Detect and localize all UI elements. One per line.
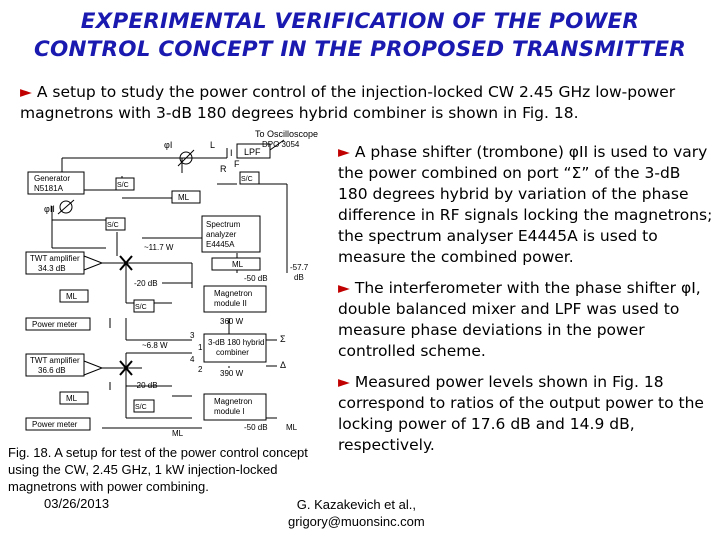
bullet-arrow-icon: ► (20, 83, 32, 101)
port-l: L (210, 140, 216, 150)
matched-load-label: ML (286, 423, 298, 432)
author-email: grigory@muonsinc.com (288, 514, 425, 529)
attenuation-label: -50 dB (244, 423, 268, 432)
attenuation-label: -20 dB (134, 381, 158, 390)
power-label: ~6.8 W (142, 341, 168, 350)
twt-gain: 36.6 dB (38, 366, 66, 375)
figure-caption: Fig. 18. A setup for test of the power control concept using the CW, 2.45 GHz, 1 kW injection-locked magnetrons with power combining. (8, 445, 308, 494)
bullet-item (338, 278, 714, 362)
twt-gain: 34.3 dB (38, 264, 66, 273)
power-label: ~11.7 W (144, 243, 174, 252)
bullet-item (338, 372, 714, 456)
to-oscilloscope-label: To Oscilloscope (255, 129, 319, 139)
twt-label: TWT amplifier (30, 254, 80, 263)
setup-diagram (22, 128, 334, 438)
splitter-label: S/C (135, 404, 147, 411)
bullet-arrow-icon: ► (338, 373, 350, 391)
port-r: R (220, 164, 227, 174)
spectrum-label: Spectrum (206, 220, 241, 229)
sigma-port: Σ (280, 334, 286, 344)
bullet-list (338, 142, 714, 466)
matched-load-label: ML (172, 429, 184, 438)
matched-load-label: ML (66, 394, 78, 403)
splitter-label: S/C (241, 176, 253, 183)
footer-date: 03/26/2013 (44, 496, 110, 511)
port-number: 3 (190, 331, 195, 340)
attenuation-label: -57.7 (290, 263, 309, 272)
bullet-text: A phase shifter (trombone) φII is used to vary the power combined on port “Σ” of the 3-dB 180 degrees hybrid by variation of the phase difference in RF signals locking the magnetrons; the spectrum analyser E4445A is used to measure the combined power. (338, 143, 713, 266)
lpf-label: LPF (244, 147, 261, 157)
magnetron-label: module I (214, 407, 245, 416)
port-i: I (230, 148, 233, 158)
title-line-1: EXPERIMENTAL VERIFICATION OF THE POWER (80, 9, 640, 34)
power-meter-label: Power meter (32, 420, 78, 429)
delta-port: Δ (280, 360, 287, 370)
label-phi-ii: φII (44, 204, 55, 214)
title-line-2: CONTROL CONCEPT IN THE PROPOSED TRANSMITTER (34, 37, 686, 62)
twt-label: TWT amplifier (30, 356, 80, 365)
generator-model: N5181A (34, 184, 63, 193)
bullet-text: The interferometer with the phase shifter φI, double balanced mixer and LPF was used to measure phase deviations in the power controlled scheme. (338, 279, 701, 360)
magnetron-label: module II (214, 299, 247, 308)
footer-author (288, 496, 425, 530)
port-number: 1 (198, 343, 203, 352)
port-number: 4 (190, 355, 195, 364)
attenuation-unit: dB (294, 273, 304, 282)
phase-shifter-phi-ii (58, 200, 74, 214)
author-name: G. Kazakevich et al., (296, 497, 416, 512)
spectrum-label: analyzer (206, 230, 237, 239)
splitter-label: S/C (107, 222, 119, 229)
amplifier-triangle-icon (84, 256, 102, 270)
splitter-label: S/C (117, 182, 129, 189)
matched-load-label: ML (178, 193, 190, 202)
generator-label: Generator (34, 174, 71, 183)
oscilloscope-model: DPO 3054 (262, 140, 300, 149)
port-f: F (234, 159, 240, 169)
power-label: 360 W (220, 317, 244, 326)
splitter-label: S/C (135, 304, 147, 311)
matched-load-label: ML (66, 292, 78, 301)
magnetron-label: Magnetron (214, 397, 253, 406)
spectrum-model: E4445A (206, 240, 235, 249)
hybrid-label: 3-dB 180 hybrid (208, 338, 265, 347)
intro-text: A setup to study the power control of the injection-locked CW 2.45 GHz low-power magnetrons with 3-dB 180 degrees hybrid combiner is shown in Fig. 18. (20, 83, 676, 122)
port-number: 2 (198, 365, 203, 374)
label-phi-i: φI (164, 140, 173, 150)
matched-load-label: ML (232, 260, 244, 269)
bullet-item (338, 142, 714, 268)
bullet-arrow-icon: ► (338, 279, 350, 297)
bullet-arrow-icon: ► (338, 143, 350, 161)
attenuation-label: -50 dB (244, 274, 268, 283)
amplifier-triangle-icon (84, 361, 102, 375)
power-meter-label: Power meter (32, 320, 78, 329)
attenuation-label: -20 dB (134, 279, 158, 288)
slide-title (0, 8, 720, 64)
phase-shifter-phi-i (178, 150, 194, 166)
power-label: 390 W (220, 369, 244, 378)
hybrid-label: combiner (216, 348, 249, 357)
intro-paragraph (20, 82, 710, 124)
bullet-text: Measured power levels shown in Fig. 18 correspond to ratios of the output power to the locking power of 17.6 dB and 14.9 dB, respectively. (338, 373, 704, 454)
magnetron-label: Magnetron (214, 289, 253, 298)
